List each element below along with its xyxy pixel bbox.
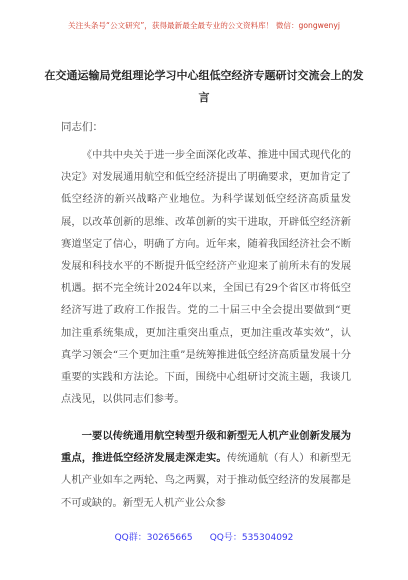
greeting: 同志们： — [61, 121, 103, 133]
paragraph-point-one — [61, 425, 351, 514]
paragraph-body: 传统通航（有人）和新型无人机产业如车之两轮、鸟之两翼，对于推动低空经济的发展都是不可或缺的。新型无人机产业公众参 — [61, 452, 351, 509]
footer-contact: QQ群：30265665 QQ号：535304092 — [114, 533, 294, 543]
document-title: 在交通运输局党组理论学习中心组低空经济专题研讨交流会上的发言 — [44, 69, 364, 104]
header-banner: 关注头条号“公文研究”，获得最新最全最专业的公文资料库！ 微信：gongwenyj — [68, 21, 340, 30]
paragraph-intro: 《中共中央关于进一步全面深化改革、推进中国式现代化的决定》对发展通用航空和低空经济提出了明确要求，更加肯定了低空经济的新兴战略产业地位。为科学谋划低空经济高质量发展，以改革创新的思维、改革创新的实干进取，开辟低空经济新赛道坚定了信心，明确了方向。近年来，随着我国经济社会不断发展和科技水平的不断提升低空经济产业迎来了前所未有的发展机遇。据不完全统计2024年以来，全国已有29个省区市将低空经济写进了政府工作报告。党的二十届三中全会提出要做到“更加注重系统集成，更加注重突出重点，更加注重改革实效”，认真学习领会“三个更加注重”是统筹推进低空经济高质量发展十分重要的实践和方法论。下面，围绕中心组研讨交流主题，我谈几点浅见，以供同志们参考。 — [61, 149, 351, 406]
paragraph-heading: 一要以传统通用航空转型升级和新型无人机产业创新发展为重点，推进低空经济发展走深走实。 — [61, 430, 351, 465]
